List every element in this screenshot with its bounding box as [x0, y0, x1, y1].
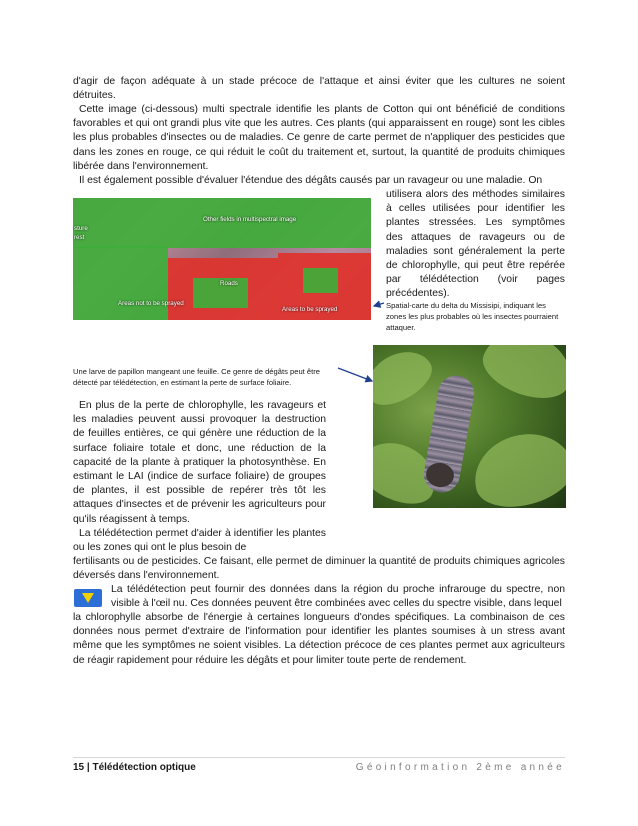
caterpillar-caption: Une larve de papillon mangeant une feuille. Ce genre de dégâts peut être détecté par télédétection, en estimant la perte de surface foliaire.	[73, 367, 320, 387]
caterpillar-image	[373, 345, 566, 508]
map-label-not-sprayed: Areas not to be sprayed	[118, 300, 184, 307]
paragraph-fertilizer: La télédétection permet d'aider à identifier les plantes ou les zones qui ont le plus besoin de	[73, 528, 326, 554]
map-label-forest: rest	[74, 234, 85, 241]
map-label-other-fields: Other fields in multispectral image	[203, 216, 297, 223]
paragraph-damage-extent: Il est également possible d'évaluer l'étendue des dégâts causés par un ravageur ou une maladie. On	[79, 175, 543, 186]
paragraph-intro: d'agir de façon adéquate à un stade précoce de l'attaque et ainsi éviter que les cultures ne soient détruites.	[73, 76, 565, 102]
tip-icon	[74, 589, 102, 607]
map-label-roads: Roads	[220, 280, 238, 287]
map-label-to-be-sprayed: Areas to be sprayed	[282, 306, 338, 313]
footer-page-number: 15 | Télédétection optique	[73, 762, 196, 773]
paragraph-near-infrared-continued: la chlorophylle absorbe de l'énergie à certaines longueurs d'ondes spécifiques. La combinaison de ces données nous permet d'extraire de l'information pour identifier les plantes soumises à un stress avant même que les symptômes ne soient visibles. La détection précoce de ces plantes permet aux agriculteurs de réagir rapidement pour réduire les dégâts et pour limiter toute perte de rendement.	[73, 612, 565, 666]
footer-divider	[73, 757, 565, 758]
paragraph-damage-extent-continued: utilisera alors des méthodes similaires à celles utilisées pour identifier les plantes stressées. Les symptômes des attaques de ravageurs ou de maladies sont généralement la perte de chlorophylle, qui peut être repérée par télédétection (voir pages précédentes).	[386, 189, 565, 300]
paragraph-multispectral: Cette image (ci-dessous) multi spectrale identifie les plants de Cotton qui ont bénéficié de conditions favorables et qui ont grandi plus vite que les autres. Ces plants (qui apparaissent en rouge) sont les cibles les plus probables d'insectes ou de maladies. Ce genre de carte permet de n'appliquer des pesticides que dans les zones en rouge, ce qui réduit le coût du traitement et, surtout, la quantité de produits chimiques libérée dans l'environnement.	[73, 104, 565, 172]
footer-course-title: Géoinformation 2ème année	[355, 762, 565, 773]
paragraph-near-infrared: La télédétection peut fournir des données dans la région du proche infrarouge du spectre, non visible à l'œil nu. Ces données peuvent être combinées avec celles du spectre visible, dans lequel	[111, 584, 565, 610]
map-caption-arrow	[374, 303, 384, 306]
paragraph-fertilizer-continued: fertilisants ou de pesticides. Ce faisant, elle permet de diminuer la quantité de produits chimiques agricoles déversés dans l'environnement.	[73, 556, 565, 582]
map-caption: Spatial-carte du delta du Missisipi, indiquant les zones les plus probables où les insectes pourraient attaquer.	[386, 301, 559, 332]
map-label-pasture: sture	[74, 225, 88, 232]
multispectral-map-image	[73, 198, 371, 320]
paragraph-leaf-destruction: En plus de la perte de chlorophylle, les ravageurs et les maladies peuvent aussi provoquer la destruction de feuilles entières, ce qui génère une réduction de la surface foliaire totale et donc, une réduction de la capacité de la plante à pratiquer la photosynthèse. En estimant le LAI (indice de surface foliaire) de groupes de plantes, il est possible de repérer très tôt les attaques d'insectes et de prévenir les agriculteurs pour qu'ils réagissent à temps.	[73, 400, 326, 525]
caterpillar-caption-arrow	[338, 368, 372, 381]
